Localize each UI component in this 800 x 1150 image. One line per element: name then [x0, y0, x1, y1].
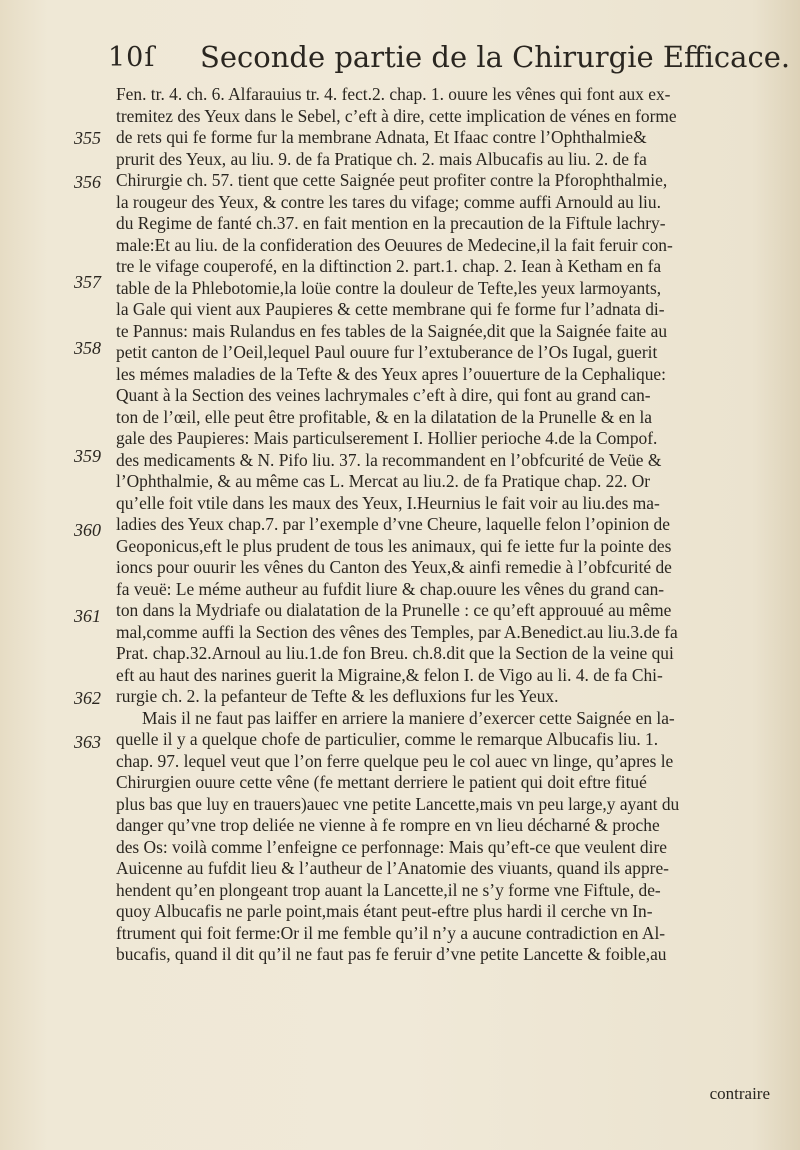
text-line: Mais il ne faut pas laiffer en arriere la maniere d’exercer cette Saignée en la- — [142, 707, 675, 728]
margin-number: 356 — [74, 172, 101, 192]
text-line: chap. 97. lequel veut que l’on ferre quelque peu le col auec vn linge, qu’apres le — [116, 750, 674, 771]
text-line: danger qu’vne trop deliée ne vienne à fe rompre en vn lieu décharné & proche — [116, 815, 660, 835]
text-line: Auicenne au fufdit lieu & l’autheur de l’Anatomie des viuants, quand ils appre- — [116, 858, 669, 878]
page-header — [108, 38, 791, 78]
text-line: l’Ophthalmie, & au même cas L. Mercat au liu.2. de fa Pratique chap. 22. Or — [116, 471, 651, 491]
text-line: Chirurgien ouure cette vêne (fe mettant derriere le patient qui doit eftre fitué — [116, 772, 647, 792]
margin-number: 357 — [74, 272, 101, 292]
text-line: prurit des Yeux, au liu. 9. de fa Pratique ch. 2. mais Albucafis au liu. 2. de fa — [116, 148, 647, 169]
text-line: quelle il y a quelque chofe de particulier, comme le remarque Albucafis liu. 1. — [116, 729, 659, 749]
text-line: des medicaments & N. Pifo liu. 37. la recommandent en l’obfcurité de Veüe & — [116, 449, 662, 470]
margin-number: 362 — [74, 688, 101, 708]
text-line: ton de l’œil, elle peut être profitable, & en la dilatation de la Prunelle & en la — [116, 406, 653, 427]
text-line: plus bas que luy en trauers)auec vne petite Lancette,mais vn peu large,y ayant du — [116, 793, 680, 814]
text-line: tre le vifage couperofé, en la diftinction 2. part.1. chap. 2. Iean à Ketham en fa — [116, 256, 662, 276]
margin-number: 360 — [74, 520, 101, 540]
text-line: petit canton de l’Oeil,lequel Paul ouure fur l’extuberance de l’Os Iugal, guerit — [116, 342, 658, 362]
text-line: hendent qu’en plongeant trop auant la Lancette,il ne s’y forme vne Fiftule, de- — [116, 879, 661, 900]
text-line: du Regime de fanté ch.37. en fait mention en la precaution de la Fiftule lachry- — [116, 213, 666, 233]
text-line: quoy Albucafis ne parle point,mais étant peut-eftre plus hardi il cerche vn In- — [116, 901, 653, 921]
text-line: des Os: voilà comme l’enfeigne ce perfonnage: Mais qu’eft-ce que veulent dire — [116, 836, 667, 857]
text-line: la Gale qui vient aux Paupieres & cette membrane qui fe forme fur l’adnata di- — [116, 299, 665, 319]
text-line: bucafis, quand il dit qu’il ne faut pas fe feruir d’vne petite Lancette & foible,au — [116, 944, 667, 964]
page-number: 10ſ — [108, 42, 156, 73]
text-line: ton dans la Mydriafe ou dialatation de la Prunelle : ce qu’eft approuué au même — [116, 600, 672, 620]
text-line: fa veuë: Le méme autheur au fufdit liure & chap.ouure les vênes du grand can- — [116, 578, 665, 599]
text-line: eft au haut des narines guerit la Migraine,& felon I. de Vigo au li. 4. de fa Chi- — [116, 664, 663, 685]
body-text — [116, 84, 780, 966]
text-line: la rougeur des Yeux, & contre les tares du vifage; comme auffi Arnould au liu. — [116, 191, 661, 212]
text-line: ladies des Yeux chap.7. par l’exemple d’vne Cheure, laquelle felon l’opinion de — [116, 514, 670, 534]
text-line: Geoponicus,eft le plus prudent de tous les animaux, qui fe iette fur la pointe des — [116, 535, 672, 556]
text-line: male:Et au liu. de la confideration des Oeuures de Medecine,il la fait feruir con- — [116, 234, 673, 255]
text-line: tremitez des Yeux dans le Sebel, c’eft à dire, cette implication de vénes en forme — [116, 105, 677, 126]
text-line: gale des Paupieres: Mais particulserement I. Hollier perioche 4.de la Compof. — [116, 428, 658, 448]
text-line: les mémes maladies de la Tefte & des Yeux apres l’ouuerture de la Cephalique: — [116, 363, 666, 384]
text-line: de rets qui fe forme fur la membrane Adnata, Et Ifaac contre l’Ophthalmie& — [116, 127, 647, 147]
margin-number: 363 — [74, 732, 101, 752]
text-line: te Pannus: mais Rulandus en fes tables de la Saignée,dit que la Saignée faite au — [116, 320, 668, 341]
margin-number: 355 — [74, 128, 101, 148]
margin-number: 358 — [74, 338, 101, 358]
text-line: qu’elle foit vtile dans les maux des Yeux, I.Heurnius le fait voir au liu.des ma- — [116, 492, 660, 513]
margin-number: 359 — [74, 446, 101, 466]
text-line: Fen. tr. 4. ch. 6. Alfarauius tr. 4. fect.2. chap. 1. ouure les vênes qui font aux ex- — [116, 84, 671, 104]
text-line: ftrument qui foit ferme:Or il me femble qu’il n’y a aucune contradiction en Al- — [116, 922, 666, 943]
text-line: rurgie ch. 2. la pefanteur de Tefte & les defluxions fur les Yeux. — [116, 686, 559, 706]
margin-number: 361 — [74, 606, 101, 626]
text-line: Quant à la Section des veines lachrymales c’eft à dire, qui font au grand can- — [116, 385, 651, 405]
catchword: contraire — [709, 1084, 770, 1103]
text-line: Prat. chap.32.Arnoul au liu.1.de fon Breu. ch.8.dit que la Section de la veine qui — [116, 643, 674, 663]
text-line: ioncs pour ouurir les vênes du Canton des Yeux,& ainfi remedie à l’obfcurité de — [116, 557, 672, 577]
text-line: table de la Phlebotomie,la loüe contre la douleur de Tefte,les yeux larmoyants, — [116, 277, 662, 298]
running-title: Seconde partie de la Chirurgie Efficace. — [200, 40, 791, 74]
text-line: mal,comme auffi la Section des vênes des Temples, par A.Benedict.au liu.3.de fa — [116, 621, 678, 642]
text-line: Chirurgie ch. 57. tient que cette Saignée peut profiter contre la Pforophthalmie, — [116, 170, 668, 190]
